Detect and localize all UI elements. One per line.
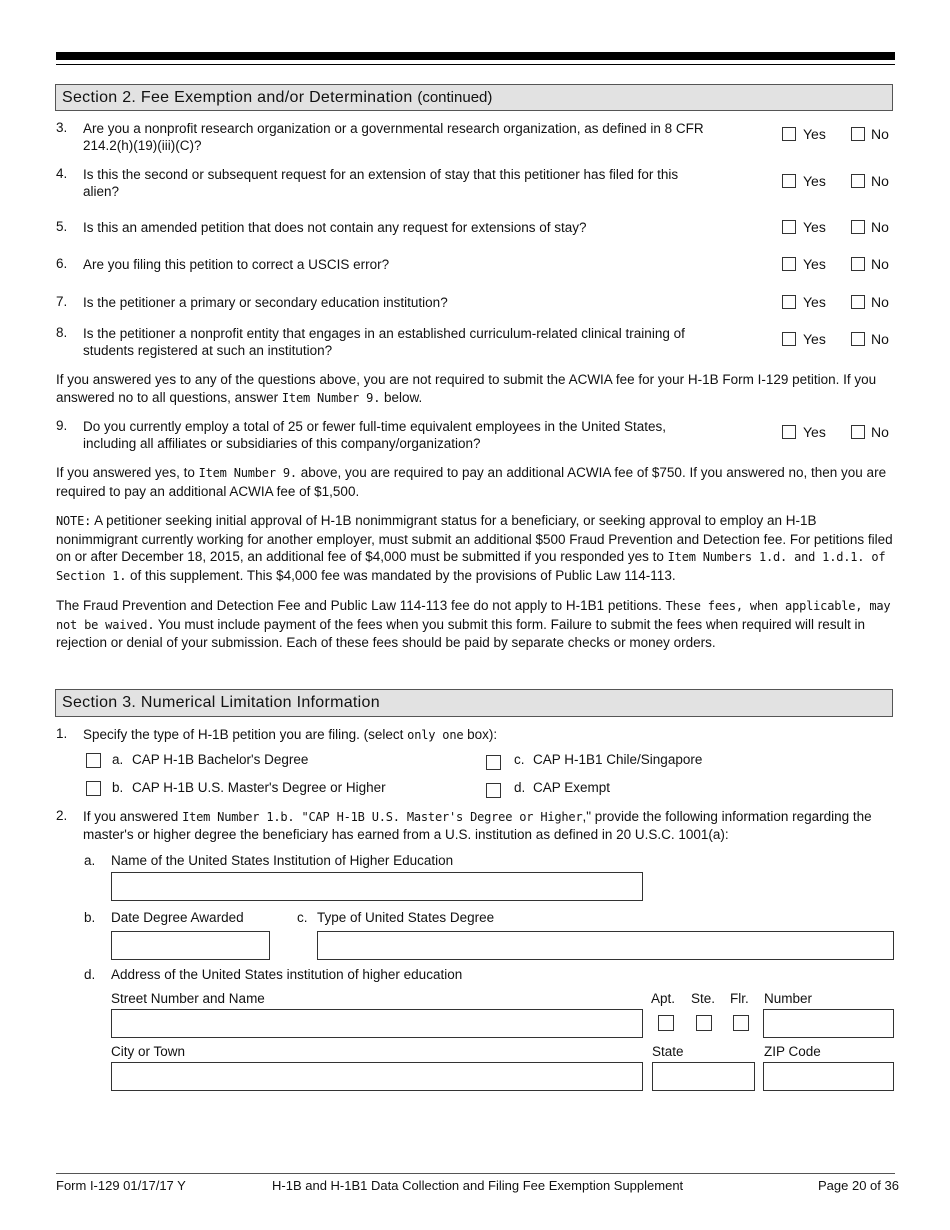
fraud-fee-text-end: You must include payment of the fees when you submit this form. Failure to submit the fees when required will result in rejection or denial of your submission. Each of these fees should be paid by separate checks or money orders. [56, 616, 865, 650]
option-b-checkbox[interactable] [86, 781, 101, 796]
question-8-text: Is the petitioner a nonprofit entity that engages in an established curriculum-related clinical training of students registered at such an institution? [83, 326, 685, 358]
question-8-no-label: No [871, 331, 889, 347]
question-5-yes-label: Yes [803, 219, 826, 235]
question-5-yes-checkbox[interactable] [782, 220, 796, 234]
degree-type-field[interactable] [317, 931, 894, 960]
question-5-number: 5. [56, 219, 68, 234]
question-3-yes-checkbox[interactable] [782, 127, 796, 141]
option-c-label: CAP H-1B1 Chile/Singapore [533, 752, 703, 767]
option-b-label: CAP H-1B U.S. Master's Degree or Higher [132, 780, 386, 795]
date-degree-field[interactable] [111, 931, 270, 960]
no-waiver-text: These fees, when applicable, may not be waived. [56, 599, 891, 632]
question-9-yes-checkbox[interactable] [782, 425, 796, 439]
fraud-fee-text: The Fraud Prevention and Detection Fee and Public Law 114-113 fee do not apply to H-1B1 petitions. [56, 598, 666, 613]
question-4-number: 4. [56, 166, 68, 181]
apt-checkbox[interactable] [658, 1015, 674, 1031]
question-4-yes-label: Yes [803, 173, 826, 189]
q1-text: Specify the type of H-1B petition you are filing. (select [83, 727, 408, 742]
institution-name-label: Name of the United States Institution of Higher Education [111, 853, 454, 868]
question-7-no-checkbox[interactable] [851, 295, 865, 309]
flr-checkbox[interactable] [733, 1015, 749, 1031]
item-reference: Item Number 1.b. "CAP H-1B U.S. Master's Degree or Higher [182, 810, 583, 824]
option-c-letter: c. [514, 752, 525, 767]
question-9-text: Do you currently employ a total of 25 or fewer full-time equivalent employees in the United States, including all affiliates or subsidiaries of this company/organization? [83, 419, 667, 451]
question-7-yes-label: Yes [803, 294, 826, 310]
question-4-no-checkbox[interactable] [851, 174, 865, 188]
q2-text-end: ," provide the following information regarding the master's or higher degree the beneficiary has earned from a U.S. institution as defined in 20 U.S.C. 1001(a): [83, 809, 872, 842]
zip-label: ZIP Code [764, 1044, 821, 1059]
note-text-end: of this supplement. This $4,000 fee was mandated by the provisions of Public Law 114-113. [126, 567, 676, 583]
q2-text: If you answered [83, 809, 183, 824]
zip-field[interactable] [763, 1062, 894, 1091]
option-d-label: CAP Exempt [533, 780, 611, 795]
instruction-text: If you answered yes to any of the questions above, you are not required to submit the ACWIA fee for your H-1B Form I-129 petition. If you answered no to all questions, answer [56, 372, 877, 405]
city-field[interactable] [111, 1062, 643, 1091]
item-a-letter: a. [84, 853, 96, 868]
apt-label: Apt. [651, 991, 676, 1006]
question-9-no-label: No [871, 424, 889, 440]
fee-note-paragraph [56, 512, 896, 585]
section-2-header [55, 84, 893, 111]
question-6-text: Are you filing this petition to correct a USCIS error? [83, 257, 390, 272]
form-id: Form I-129 01/17/17 Y [56, 1178, 186, 1193]
question-4-no-label: No [871, 173, 889, 189]
option-a-checkbox[interactable] [86, 753, 101, 768]
acwia-text: If you answered yes, to [56, 465, 199, 480]
question-3-no-checkbox[interactable] [851, 127, 865, 141]
ste-label: Ste. [691, 991, 716, 1006]
city-label: City or Town [111, 1044, 186, 1059]
institution-address-label: Address of the United States institution of higher education [111, 967, 463, 982]
footer-rule [56, 1173, 895, 1174]
question-7-number: 7. [56, 294, 68, 309]
section-3-question-2-text [83, 808, 895, 843]
question-7-no-label: No [871, 294, 889, 310]
option-d-checkbox[interactable] [486, 783, 501, 798]
section-2-continued: (continued) [417, 89, 493, 106]
question-4-yes-checkbox[interactable] [782, 174, 796, 188]
item-d-letter: d. [84, 967, 96, 982]
instruction-text-end: below. [380, 389, 423, 405]
question-6-no-label: No [871, 256, 889, 272]
question-8-no-checkbox[interactable] [851, 332, 865, 346]
question-3-no-label: No [871, 126, 889, 142]
q1-text-end: box): [463, 727, 498, 742]
question-3-number: 3. [56, 120, 68, 135]
date-degree-label: Date Degree Awarded [111, 910, 244, 925]
option-a-letter: a. [112, 752, 124, 767]
acwia-text-end: above, you are required to pay an additional ACWIA fee of $750. If you answered no, then you are required to pay an additional ACWIA fee of $1,500. [56, 465, 887, 499]
unit-number-label: Number [764, 991, 813, 1006]
only-one-text: only one [407, 728, 464, 742]
option-c-checkbox[interactable] [486, 755, 501, 770]
item-b-letter: b. [84, 910, 96, 925]
question-8-yes-checkbox[interactable] [782, 332, 796, 346]
fee-exemption-instruction [56, 371, 896, 407]
top-rule-thick [56, 52, 895, 60]
flr-label: Flr. [730, 991, 749, 1006]
section-3-title: Section 3. Numerical Limitation Information [62, 694, 380, 711]
option-a-label: CAP H-1B Bachelor's Degree [132, 752, 309, 767]
fraud-fee-paragraph [56, 597, 896, 652]
question-9-yes-label: Yes [803, 424, 826, 440]
question-8-yes-label: Yes [803, 331, 826, 347]
degree-type-label: Type of United States Degree [317, 910, 495, 925]
item-reference: Item Number 9. [198, 466, 297, 480]
unit-number-field[interactable] [763, 1009, 894, 1038]
ste-checkbox[interactable] [696, 1015, 712, 1031]
question-6-yes-checkbox[interactable] [782, 257, 796, 271]
top-rule-thin [56, 64, 895, 65]
question-3-yes-label: Yes [803, 126, 826, 142]
page-number: Page 20 of 36 [818, 1178, 899, 1193]
option-b-letter: b. [112, 780, 124, 795]
street-field[interactable] [111, 1009, 643, 1038]
item-c-letter: c. [297, 910, 308, 925]
question-5-no-checkbox[interactable] [851, 220, 865, 234]
section-3-question-2-number: 2. [56, 808, 68, 823]
question-6-yes-label: Yes [803, 256, 826, 272]
question-9-no-checkbox[interactable] [851, 425, 865, 439]
section-3-header [55, 689, 893, 717]
institution-name-field[interactable] [111, 872, 643, 901]
footer-title: H-1B and H-1B1 Data Collection and Filing Fee Exemption Supplement [272, 1178, 684, 1193]
state-field[interactable] [652, 1062, 755, 1091]
item-reference: Item Number 9. [281, 390, 381, 405]
question-7-yes-checkbox[interactable] [782, 295, 796, 309]
state-label: State [652, 1044, 684, 1059]
note-text: A petitioner seeking initial approval of H-1B nonimmigrant status for a beneficiary, or seeking approval to employ an H-1B nonimmigrant currently working for another employer, must submit an additional $500 Fraud Prevention and Detection fee. For petitions filed on or after December 18, 2015, an additional fee of $4,000 must be submitted if you responded yes to [56, 513, 893, 564]
acwia-fee-paragraph [56, 464, 896, 500]
question-5-no-label: No [871, 219, 889, 235]
question-4-text: Is this the second or subsequent request for an extension of stay that this petitioner has filed for this alien? [83, 167, 679, 199]
note-label: NOTE: [56, 514, 92, 528]
question-7-text: Is the petitioner a primary or secondary education institution? [83, 295, 448, 310]
section-2-title: Section 2. Fee Exemption and/or Determination [62, 89, 413, 106]
question-8-number: 8. [56, 325, 68, 340]
question-6-no-checkbox[interactable] [851, 257, 865, 271]
section-3-question-1-text [83, 726, 883, 744]
question-9-number: 9. [56, 418, 68, 433]
street-label: Street Number and Name [111, 991, 265, 1006]
item-reference: Item Numbers 1.d. and 1.d.1. of Section 1. [56, 550, 886, 583]
question-3-text: Are you a nonprofit research organization or a governmental research organization, as defined in 8 CFR 214.2(h)(19)(iii)(C)? [83, 121, 704, 153]
question-5-text: Is this an amended petition that does not contain any request for extensions of stay? [83, 220, 587, 235]
section-3-question-1-number: 1. [56, 726, 68, 741]
option-d-letter: d. [514, 780, 526, 795]
question-6-number: 6. [56, 256, 68, 271]
